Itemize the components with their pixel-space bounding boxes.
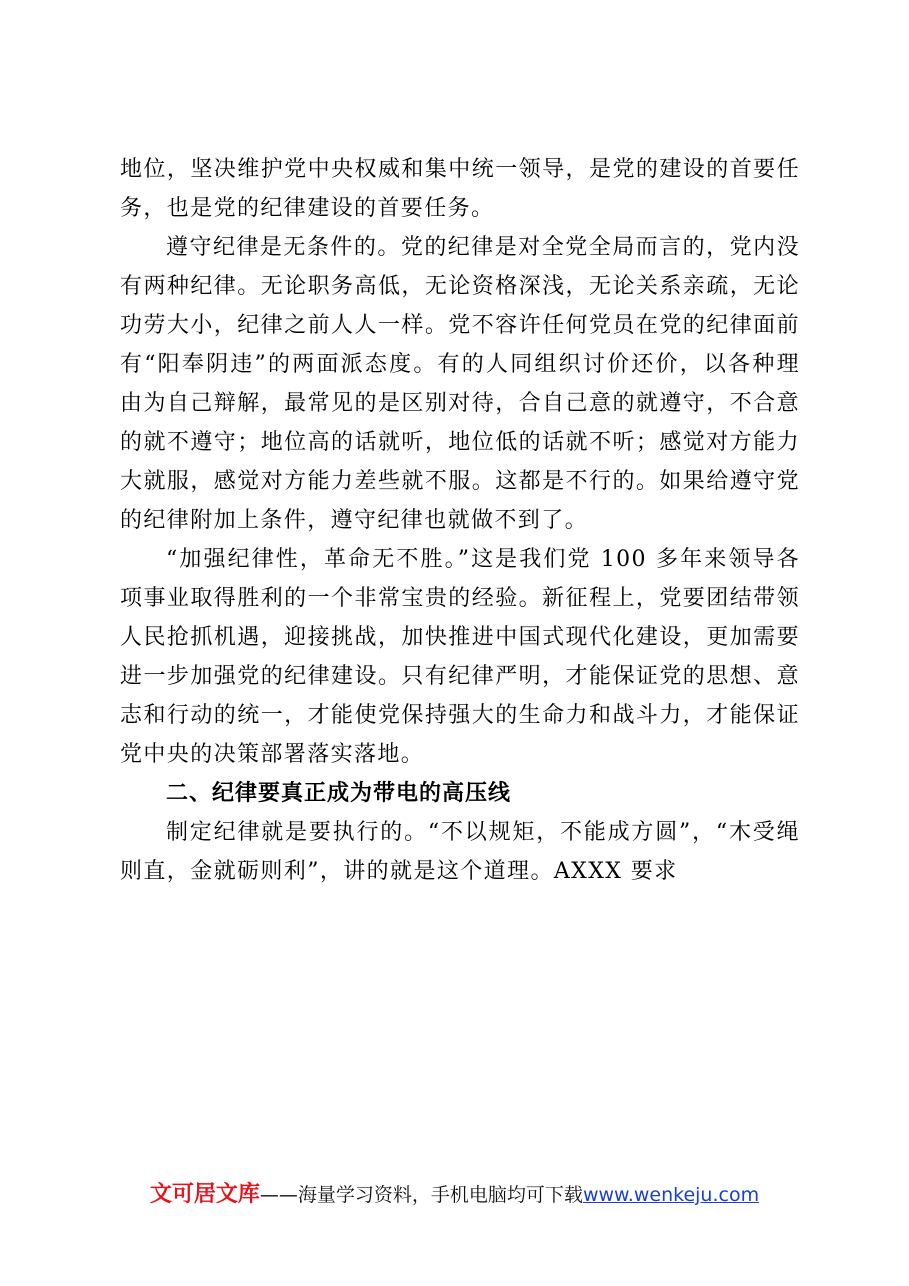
paragraph: “加强纪律性，革命无不胜。”这是我们党 100 多年来领导各项事业取得胜利的一个非常宝贵的经验。新征程上，党要团结带领人民抢抓机遇，迎接挑战，加快推进中国式现代化建设，更加需要进一步加强党的纪律建设。只有纪律严明，才能保证党的思想、意志和行动的统一，才能使党保持强大的生命力和战斗力，才能保证党中央的决策部署落实落地。 xyxy=(120,547,800,767)
document-body xyxy=(120,150,800,891)
paragraph: 地位，坚决维护党中央权威和集中统一领导，是党的建设的首要任务，也是党的纪律建设的首要任务。 xyxy=(120,157,800,221)
footer-banner xyxy=(0,1181,909,1209)
footer-slogan: ——海量学习资料，手机电脑均可下载 xyxy=(259,1184,583,1206)
footer-brand: 文可居文库 xyxy=(149,1182,260,1207)
section-heading: 二、纪律要真正成为带电的高压线 xyxy=(166,781,512,806)
paragraph: 制定纪律就是要执行的。“不以规矩，不能成方圆”，“木受绳则直，金就砺则利”，讲的就是这个道理。AXXX 要求 xyxy=(120,820,800,884)
footer-website-link[interactable]: www.wenkeju.com xyxy=(582,1184,760,1206)
paragraph: 遵守纪律是无条件的。党的纪律是对全党全局而言的，党内没有两种纪律。无论职务高低，无论资格深浅，无论关系亲疏，无论功劳大小，纪律之前人人一样。党不容许任何党员在党的纪律面前有“阳奉阴违”的两面派态度。有的人同组织讨价还价，以各种理由为自己辩解，最常见的是区别对待，合自己意的就遵守，不合意的就不遵守；地位高的话就听，地位低的话就不听；感觉对方能力大就服，感觉对方能力差些就不服。这都是不行的。如果给遵守党的纪律附加上条件，遵守纪律也就做不到了。 xyxy=(120,235,800,533)
